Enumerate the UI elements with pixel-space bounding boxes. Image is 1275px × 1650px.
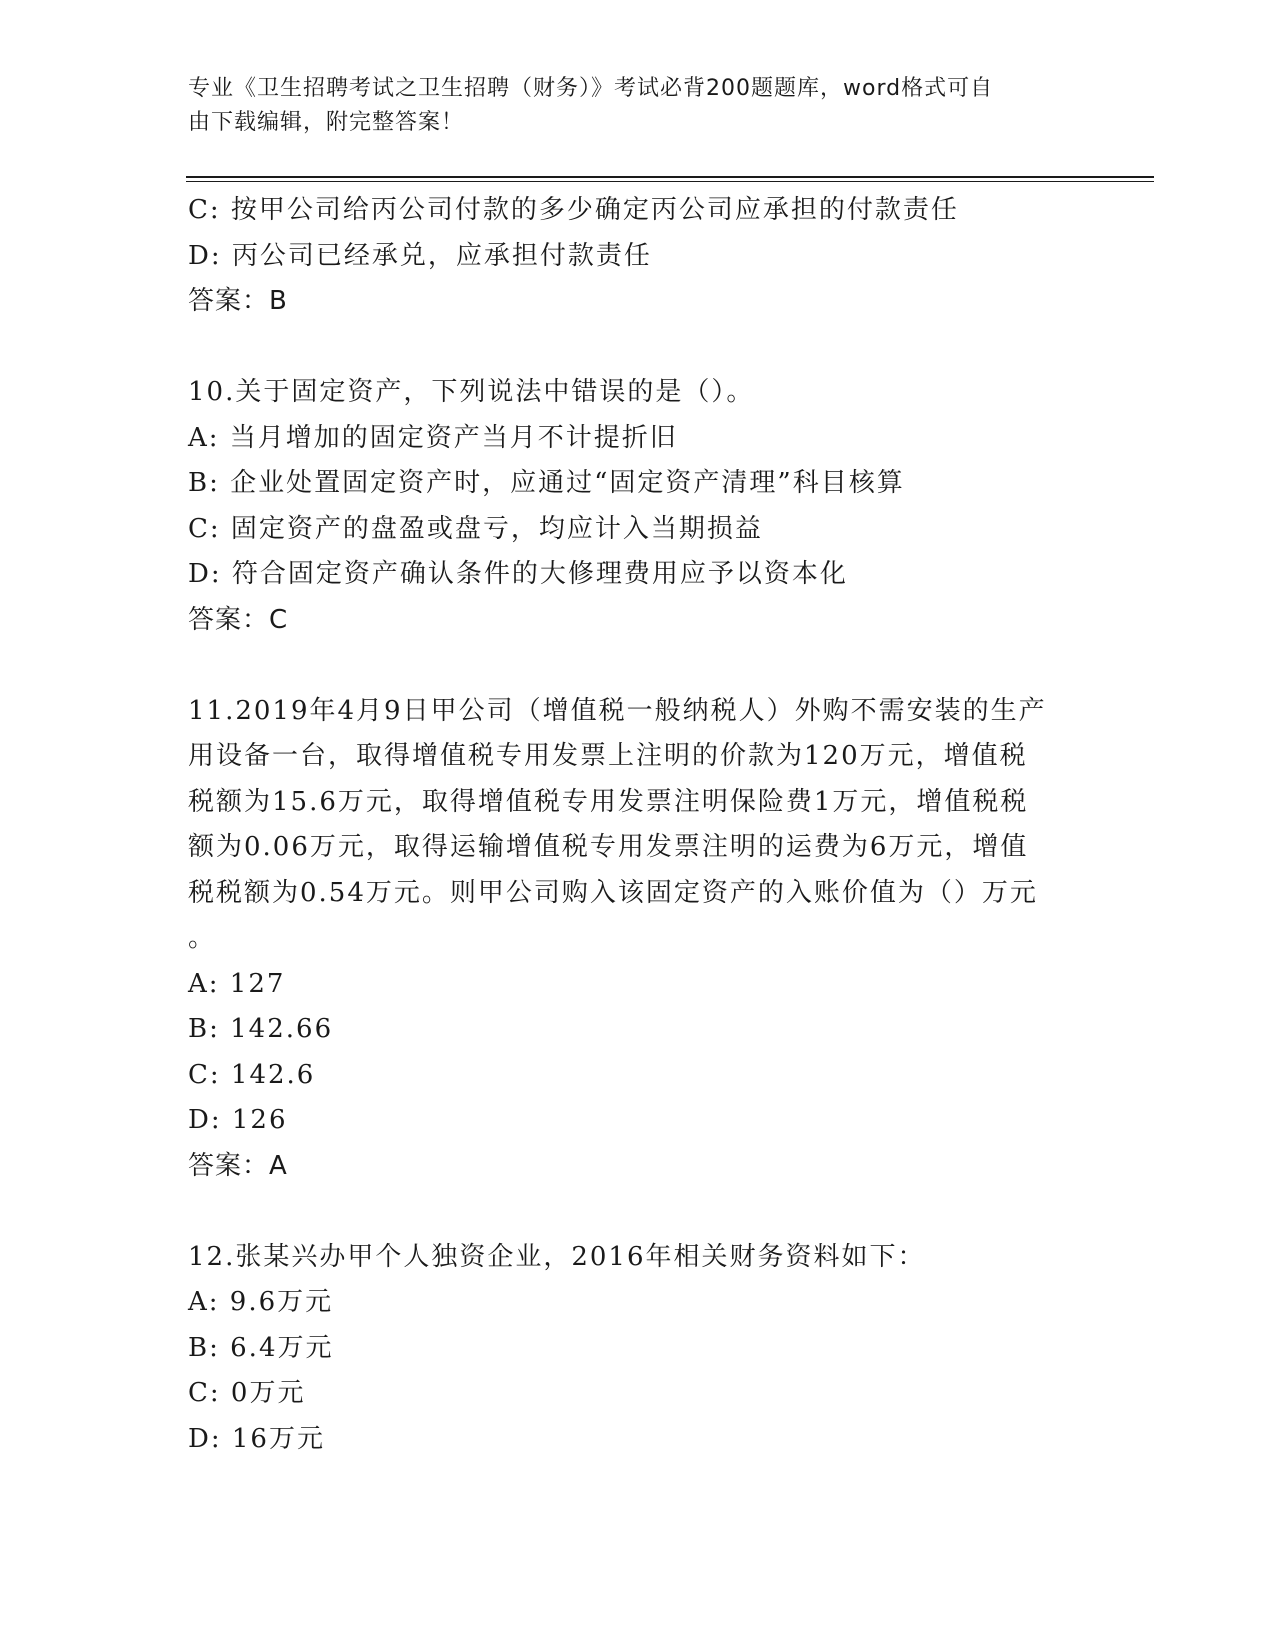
header-divider-thick (186, 176, 1154, 178)
question-block-11 (188, 689, 1088, 1190)
answer-label: 答案：A (188, 1150, 288, 1181)
question-block-12 (188, 1235, 1088, 1463)
option-c: C: 按甲公司给丙公司付款的多少确定丙公司应承担的付款责任 (188, 195, 959, 225)
option-d: D: 丙公司已经承兑，应承担付款责任 (188, 240, 652, 271)
document-header (188, 72, 1068, 140)
answer-label: 答案：B (188, 286, 288, 316)
header-line-1: 专业《卫生招聘考试之卫生招聘（财务）》考试必背200题题库，word格式可自 (188, 76, 994, 101)
question-stem-line-1: 11.2019年4月9日甲公司（增值税一般纳税人）外购不需安装的生产 (188, 695, 1047, 726)
question-stem-line-6: 。 (188, 923, 217, 953)
option-d: D: 126 (188, 1105, 288, 1135)
option-b: B: 企业处置固定资产时，应通过“固定资产清理”科目核算 (188, 468, 905, 498)
question-stem-line-2: 用设备一台，取得增值税专用发票上注明的价款为120万元，增值税 (188, 741, 1028, 771)
option-c: C: 固定资产的盘盈或盘亏，均应计入当期损益 (188, 513, 763, 544)
option-a: A: 当月增加的固定资产当月不计提折旧 (188, 422, 678, 453)
option-b: B: 6.4万元 (188, 1332, 334, 1363)
question-stem-line-5: 税税额为0.54万元。则甲公司购入该固定资产的入账价值为（）万元 (188, 877, 1038, 908)
option-c: C: 142.6 (188, 1059, 316, 1090)
option-a: A: 127 (188, 968, 286, 999)
answer-label: 答案：C (188, 604, 289, 635)
question-stem: 10.关于固定资产，下列说法中错误的是（）。 (188, 377, 755, 407)
option-d: D: 16万元 (188, 1423, 325, 1454)
option-a: A: 9.6万元 (188, 1287, 334, 1317)
spacer (188, 643, 1088, 689)
spacer (188, 1189, 1088, 1235)
option-d: D: 符合固定资产确认条件的大修理费用应予以资本化 (188, 559, 848, 589)
question-block-10 (188, 370, 1088, 643)
option-b: B: 142.66 (188, 1014, 334, 1044)
question-content (188, 188, 1088, 1462)
header-divider-thin (186, 181, 1154, 182)
spacer (188, 325, 1088, 371)
question-stem-line-4: 额为0.06万元，取得运输增值税专用发票注明的运费为6万元，增值 (188, 832, 1029, 862)
option-c: C: 0万元 (188, 1378, 306, 1408)
question-stem-line-3: 税额为15.6万元，取得增值税专用发票注明保险费1万元，增值税税 (188, 786, 1029, 817)
header-line-2: 由下载编辑，附完整答案！ (188, 110, 465, 135)
question-stem: 12.张某兴办甲个人独资企业，2016年相关财务资料如下： (188, 1241, 926, 1272)
question-block-previous (188, 188, 1088, 325)
